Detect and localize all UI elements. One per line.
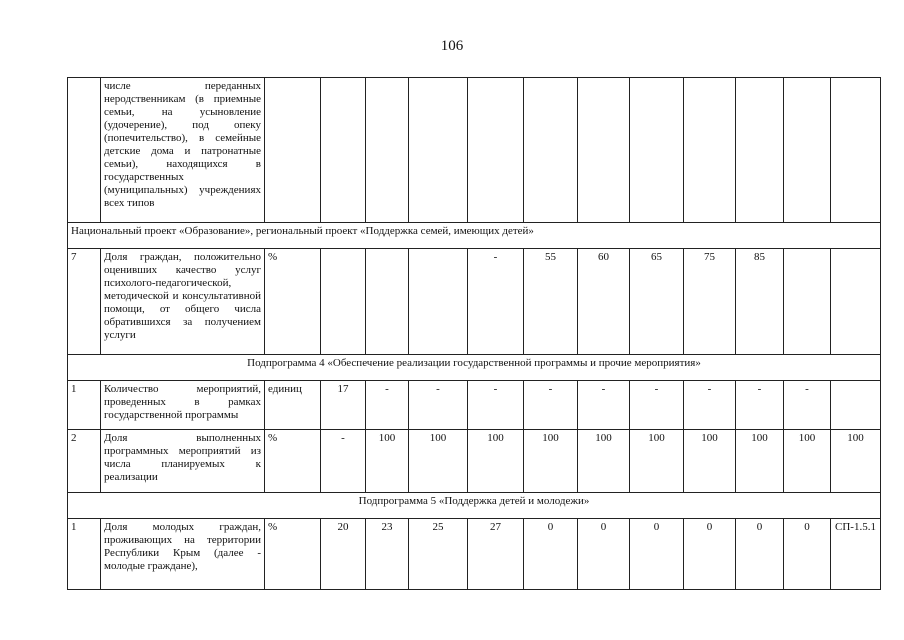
- page-number: 106: [440, 38, 464, 54]
- value-cell: [736, 78, 784, 223]
- value-cell: [684, 78, 736, 223]
- row-number: 7: [68, 249, 101, 355]
- value-cell: 0: [578, 519, 630, 590]
- table-row: [68, 381, 881, 430]
- value-cell: СП-1.5.1: [831, 519, 881, 590]
- value-cell: -: [524, 381, 578, 430]
- unit-cell: %: [265, 249, 321, 355]
- value-cell: -: [366, 381, 409, 430]
- value-cell: 17: [321, 381, 366, 430]
- table-row: [68, 519, 881, 590]
- value-cell: -: [630, 381, 684, 430]
- value-cell: [366, 249, 409, 355]
- section-row: [68, 493, 881, 519]
- value-cell: -: [784, 381, 831, 430]
- value-cell: 0: [736, 519, 784, 590]
- value-cell: 27: [468, 519, 524, 590]
- value-cell: [524, 78, 578, 223]
- unit-cell: %: [265, 430, 321, 493]
- unit-cell: [265, 78, 321, 223]
- value-cell: 0: [524, 519, 578, 590]
- value-cell: 100: [409, 430, 468, 493]
- value-cell: 100: [468, 430, 524, 493]
- section-heading: Подпрограмма 4 «Обеспечение реализации государственной программы и прочие мероприятия»: [68, 355, 881, 381]
- value-cell: -: [409, 381, 468, 430]
- value-cell: [578, 78, 630, 223]
- value-cell: [831, 78, 881, 223]
- value-cell: [468, 78, 524, 223]
- table-row: [68, 249, 881, 355]
- row-number: [68, 78, 101, 223]
- value-cell: -: [684, 381, 736, 430]
- value-cell: -: [321, 430, 366, 493]
- indicator-name: Доля молодых граждан, проживающих на территории Республики Крым (далее - молодые граждане),: [101, 519, 265, 590]
- indicator-name: Доля выполненных программных мероприятий из числа планируемых к реализации: [101, 430, 265, 493]
- value-cell: [409, 78, 468, 223]
- value-cell: 0: [784, 519, 831, 590]
- indicators-table: [67, 77, 881, 590]
- value-cell: -: [578, 381, 630, 430]
- indicator-name: числе переданных неродственникам (в приемные семьи, на усыновление (удочерение), под опеку (попечительство), в семейные детские дома и патронатные семьи), находящихся в государственных (муниципальных) учреждениях всех типов: [101, 78, 265, 223]
- value-cell: [321, 249, 366, 355]
- value-cell: [784, 249, 831, 355]
- value-cell: [831, 249, 881, 355]
- value-cell: [409, 249, 468, 355]
- value-cell: [831, 381, 881, 430]
- value-cell: 75: [684, 249, 736, 355]
- value-cell: 100: [831, 430, 881, 493]
- value-cell: 0: [684, 519, 736, 590]
- value-cell: 23: [366, 519, 409, 590]
- value-cell: [630, 78, 684, 223]
- value-cell: 55: [524, 249, 578, 355]
- section-heading: Подпрограмма 5 «Поддержка детей и молодежи»: [68, 493, 881, 519]
- value-cell: 65: [630, 249, 684, 355]
- value-cell: 25: [409, 519, 468, 590]
- value-cell: 100: [784, 430, 831, 493]
- unit-cell: единиц: [265, 381, 321, 430]
- value-cell: [366, 78, 409, 223]
- value-cell: -: [468, 249, 524, 355]
- value-cell: 100: [366, 430, 409, 493]
- value-cell: [321, 78, 366, 223]
- value-cell: 100: [630, 430, 684, 493]
- value-cell: 20: [321, 519, 366, 590]
- section-row: [68, 355, 881, 381]
- table-row: [68, 430, 881, 493]
- value-cell: -: [468, 381, 524, 430]
- value-cell: 85: [736, 249, 784, 355]
- value-cell: 100: [736, 430, 784, 493]
- value-cell: -: [736, 381, 784, 430]
- row-number: 2: [68, 430, 101, 493]
- row-number: 1: [68, 381, 101, 430]
- row-number: 1: [68, 519, 101, 590]
- value-cell: 60: [578, 249, 630, 355]
- value-cell: 0: [630, 519, 684, 590]
- value-cell: 100: [684, 430, 736, 493]
- unit-cell: %: [265, 519, 321, 590]
- section-heading: Национальный проект «Образование», региональный проект «Поддержка семей, имеющих детей»: [68, 223, 881, 249]
- section-row: [68, 223, 881, 249]
- value-cell: [784, 78, 831, 223]
- value-cell: 100: [578, 430, 630, 493]
- table-row: [68, 78, 881, 223]
- indicator-name: Количество мероприятий, проведенных в рамках государственной программы: [101, 381, 265, 430]
- indicator-name: Доля граждан, положительно оценивших качество услуг психолого-педагогической, методической и консультативной помощи, от общего числа обратившихся за получением услуги: [101, 249, 265, 355]
- value-cell: 100: [524, 430, 578, 493]
